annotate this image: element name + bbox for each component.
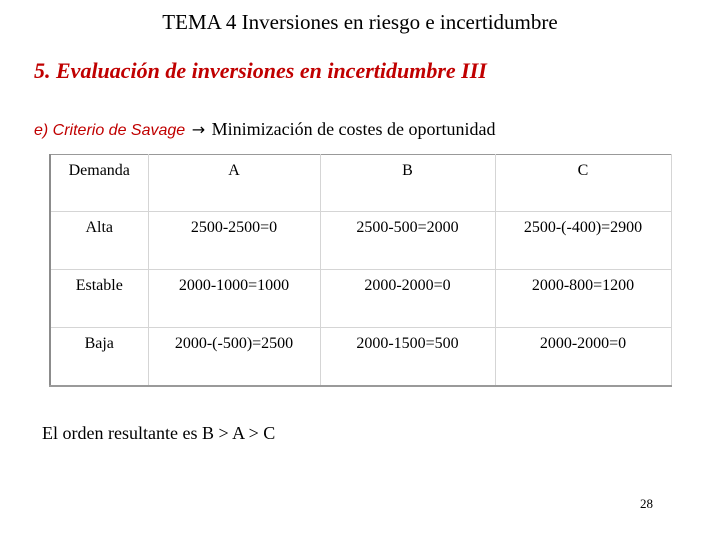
- page-title: TEMA 4 Inversiones en riesgo e incertidumbre: [162, 10, 558, 34]
- table-row-alta: [50, 212, 671, 270]
- table-row-estable: [50, 270, 671, 328]
- table-cell: 2000-1000=1000: [148, 270, 320, 328]
- page-number: 28: [640, 496, 653, 511]
- criterion-description: Minimización de costes de oportunidad: [211, 119, 496, 139]
- opportunity-cost-table: [49, 154, 672, 387]
- table-cell: 2500-500=2000: [320, 212, 495, 270]
- section-subtitle: 5. Evaluación de inversiones en incertidumbre III: [34, 58, 487, 83]
- criterion-line: [34, 119, 496, 140]
- table-cell: 2000-800=1200: [495, 270, 671, 328]
- row-label-estable: Estable: [50, 270, 148, 328]
- column-header-a: A: [148, 155, 320, 212]
- row-label-alta: Alta: [50, 212, 148, 270]
- row-label-baja: Baja: [50, 328, 148, 386]
- table-cell: 2000-1500=500: [320, 328, 495, 386]
- column-header-b: B: [320, 155, 495, 212]
- column-header-demanda: Demanda: [50, 155, 148, 212]
- criterion-label: e) Criterio de Savage: [34, 122, 186, 139]
- right-arrow-icon: →: [191, 120, 206, 139]
- conclusion-text: El orden resultante es B > A > C: [42, 423, 276, 443]
- table-cell: 2500-2500=0: [148, 212, 320, 270]
- table-cell: 2000-2000=0: [495, 328, 671, 386]
- table-cell: 2000-(-500)=2500: [148, 328, 320, 386]
- column-header-c: C: [495, 155, 671, 212]
- table-cell: 2000-2000=0: [320, 270, 495, 328]
- table-header-row: [50, 155, 671, 212]
- table-cell: 2500-(-400)=2900: [495, 212, 671, 270]
- table-row-baja: [50, 328, 671, 386]
